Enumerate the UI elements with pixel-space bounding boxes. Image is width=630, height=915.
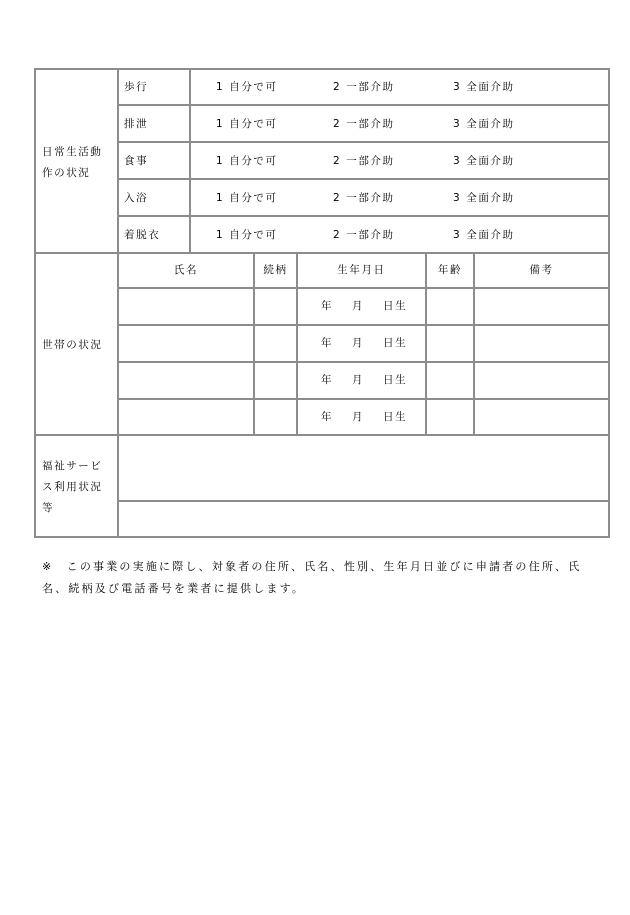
section-divider — [34, 434, 610, 436]
adl-option-independent: 1 自分で可 — [216, 118, 278, 130]
birth-day-unit: 日生 — [383, 374, 408, 386]
row-divider — [118, 287, 610, 289]
adl-section-label-line2: 作の状況 — [42, 167, 91, 179]
household-col-divider — [253, 252, 255, 436]
adl-option-independent: 1 自分で可 — [216, 229, 278, 241]
header-name: 氏名 — [173, 264, 199, 276]
adl-item-divider — [189, 68, 191, 254]
border-left — [34, 68, 36, 538]
border-top — [34, 68, 610, 70]
birth-year-unit: 年 — [321, 300, 334, 312]
border-right — [608, 68, 610, 538]
household-col-divider — [296, 252, 298, 436]
birth-month-unit: 月 — [352, 374, 365, 386]
section-divider — [34, 252, 610, 254]
header-birth-date: 生年月日 — [337, 264, 386, 276]
adl-item-label: 着脱衣 — [124, 229, 161, 241]
household-col-divider — [425, 252, 427, 436]
birth-day-unit: 日生 — [383, 411, 408, 423]
birth-year-unit: 年 — [321, 374, 334, 386]
adl-option-partial-assist: 2 一部介助 — [333, 192, 395, 204]
birth-month-unit: 月 — [352, 411, 365, 423]
row-divider — [118, 215, 610, 217]
adl-option-partial-assist: 2 一部介助 — [333, 81, 395, 93]
row-divider — [118, 178, 610, 180]
adl-option-independent: 1 自分で可 — [216, 155, 278, 167]
adl-item-label: 歩行 — [124, 81, 149, 93]
adl-option-independent: 1 自分で可 — [216, 81, 278, 93]
household-col-divider — [473, 252, 475, 436]
application-form-table — [34, 68, 610, 538]
row-divider — [118, 398, 610, 400]
birth-month-unit: 月 — [352, 337, 365, 349]
privacy-note: ※ この事業の実施に際し、対象者の住所、氏名、性別、生年月日並びに申請者の住所、氏名、続柄及び電話番号を業者に提供します。 — [42, 560, 582, 595]
birth-day-unit: 日生 — [383, 337, 408, 349]
adl-item-label: 排泄 — [124, 118, 149, 130]
adl-option-full-assist: 3 全面介助 — [453, 118, 515, 130]
adl-option-full-assist: 3 全面介助 — [453, 192, 515, 204]
birth-year-unit: 年 — [321, 411, 334, 423]
row-divider — [118, 141, 610, 143]
adl-section-label-line1: 日常生活動 — [42, 146, 103, 158]
birth-month-unit: 月 — [352, 300, 365, 312]
row-divider — [118, 500, 610, 502]
adl-option-full-assist: 3 全面介助 — [453, 155, 515, 167]
birth-day-unit: 日生 — [383, 300, 408, 312]
header-relation: 続柄 — [263, 264, 288, 276]
welfare-section-label-line1: 福祉サービ — [42, 460, 103, 472]
welfare-section-label-line3: 等 — [42, 502, 55, 514]
border-bottom — [34, 536, 610, 538]
label-column-divider — [117, 68, 119, 538]
row-divider — [118, 104, 610, 106]
adl-item-label: 入浴 — [124, 192, 149, 204]
row-divider — [118, 324, 610, 326]
adl-option-full-assist: 3 全面介助 — [453, 81, 515, 93]
adl-item-label: 食事 — [124, 155, 149, 167]
row-divider — [118, 361, 610, 363]
adl-option-full-assist: 3 全面介助 — [453, 229, 515, 241]
adl-option-partial-assist: 2 一部介助 — [333, 229, 395, 241]
welfare-section-label-line2: ス利用状況 — [42, 481, 103, 493]
adl-option-partial-assist: 2 一部介助 — [333, 155, 395, 167]
header-remarks: 備考 — [529, 264, 554, 276]
adl-option-partial-assist: 2 一部介助 — [333, 118, 395, 130]
birth-year-unit: 年 — [321, 337, 334, 349]
adl-option-independent: 1 自分で可 — [216, 192, 278, 204]
header-age: 年齢 — [437, 264, 463, 276]
household-section-label: 世帯の状況 — [42, 339, 103, 351]
